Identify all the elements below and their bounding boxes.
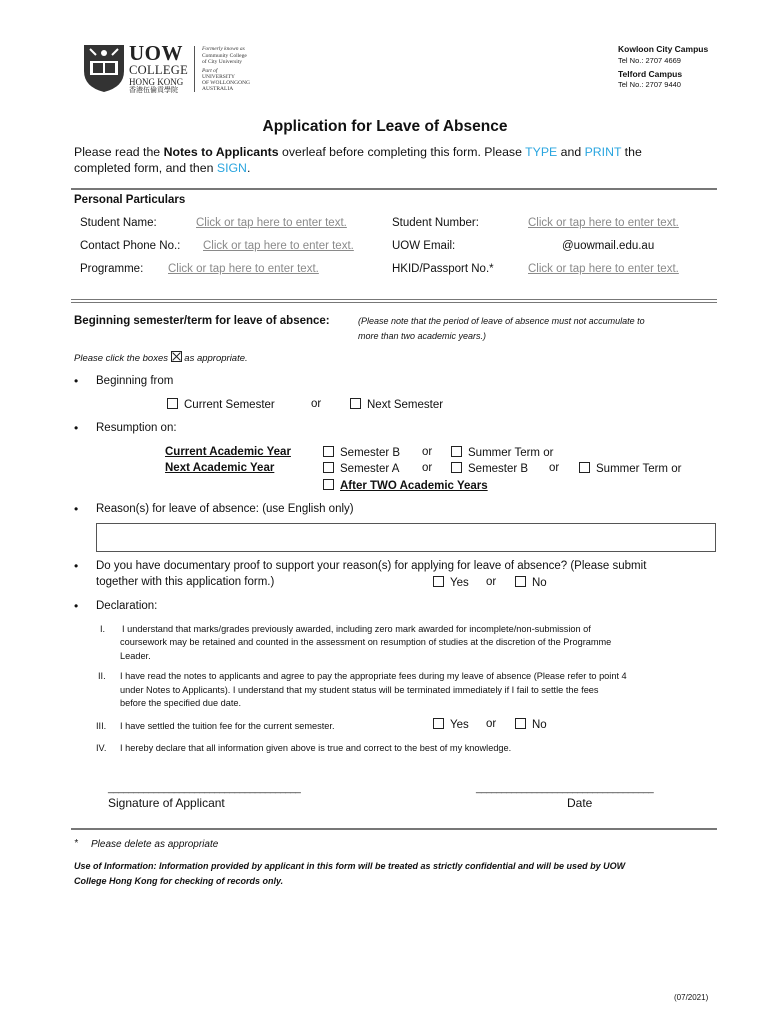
after-two-years-option[interactable] — [323, 479, 488, 492]
signature-label: Signature of Applicant — [108, 796, 225, 810]
logo-divider — [194, 46, 195, 92]
logo-chinese-name: 香港伍倫貢學院 — [129, 87, 178, 94]
bullet-icon: • — [74, 599, 79, 613]
intro-print: PRINT — [584, 145, 622, 159]
semester-note: (Please note that the period of leave of absence must not accumulate to — [358, 316, 645, 326]
campus-name: Kowloon City Campus — [618, 44, 709, 54]
resumption-label: Resumption on: — [96, 422, 177, 434]
intro-sign: SIGN — [216, 161, 247, 175]
next-academic-year-label: Next Academic Year — [165, 462, 275, 474]
declaration-text: I understand that marks/grades previously awarded, including zero mark awarded for incomplete/non-submission of — [122, 624, 591, 634]
or-text: or — [486, 718, 497, 730]
proof-question: together with this application form.) — [96, 576, 275, 588]
declaration-text: coursework may be retained and counted in the assessment on resumption of studies at the discretion of the Programme — [120, 637, 612, 647]
next-semester-b-option[interactable] — [451, 462, 528, 475]
logo-college: COLLEGE — [129, 63, 189, 77]
tuition-no-option[interactable] — [515, 718, 547, 731]
click-boxes-note — [74, 351, 248, 364]
declaration-text: Leader. — [120, 651, 151, 661]
bullet-icon: • — [74, 502, 79, 516]
part-of-name-3: AUSTRALIA — [202, 86, 234, 92]
declaration-text: I have settled the tuition fee for the current semester. — [120, 721, 335, 731]
section-divider — [71, 302, 717, 303]
checkbox-icon[interactable] — [515, 576, 526, 587]
current-academic-year-label: Current Academic Year — [165, 446, 291, 458]
date-line[interactable]: ___________________________________ — [476, 783, 654, 794]
part-of-name-1: UNIVERSITY — [202, 74, 235, 80]
email-field[interactable]: @uowmail.edu.au — [562, 240, 655, 252]
checkbox-icon[interactable] — [167, 398, 178, 409]
proof-no-option[interactable] — [515, 576, 547, 589]
asterisk-mark: * — [74, 838, 78, 849]
semester-note: more than two academic years.) — [358, 331, 487, 341]
section-divider — [71, 828, 717, 830]
next-summer-term-option[interactable] — [579, 462, 681, 475]
reason-input[interactable] — [96, 523, 716, 552]
checkbox-icon[interactable] — [451, 446, 462, 457]
intro-text: the completed form, and then — [74, 145, 642, 175]
declaration-text: before the specified due date. — [120, 698, 242, 708]
phone-field[interactable]: Click or tap here to enter text. — [203, 240, 354, 252]
declaration-number: III. — [96, 721, 107, 731]
checked-box-icon — [171, 351, 182, 362]
beginning-from-label: Beginning from — [96, 375, 174, 387]
bullet-icon: • — [74, 559, 79, 573]
click-note-text: as appropriate. — [184, 353, 248, 364]
use-of-information: College Hong Kong for checking of records only. — [74, 876, 284, 886]
proof-yes-option[interactable] — [433, 576, 469, 589]
part-of-label: Part of — [202, 68, 218, 74]
declaration-text: I have read the notes to applicants and agree to pay the appropriate fees during my leave of absence (Please refer to point 4 — [120, 671, 627, 681]
checkbox-icon[interactable] — [433, 718, 444, 729]
or-text: or — [311, 398, 322, 410]
form-intro — [74, 144, 694, 176]
delete-note: Please delete as appropriate — [91, 839, 219, 850]
checkbox-icon[interactable] — [515, 718, 526, 729]
passport-label: HKID/Passport No.* — [392, 263, 494, 275]
declaration-number: IV. — [96, 743, 107, 753]
checkbox-icon[interactable] — [579, 462, 590, 473]
checkbox-icon[interactable] — [433, 576, 444, 587]
campus-tel: Tel No.: 2707 9440 — [618, 80, 681, 89]
logo-hong-kong: HONG KONG — [129, 77, 184, 87]
use-of-information: Use of Information: Information provided by applicant in this form will be treated as strictly confidential and will be used by UOW — [74, 861, 626, 871]
option-label: No — [532, 577, 547, 589]
option-label: Summer Term or — [468, 447, 554, 459]
formerly-name-1: Community College — [202, 53, 247, 59]
option-label: Yes — [450, 719, 469, 731]
signature-line[interactable]: ______________________________________ — [108, 783, 301, 794]
personal-particulars-heading: Personal Particulars — [74, 194, 186, 206]
current-semester-option[interactable] — [167, 398, 275, 411]
intro-type: TYPE — [525, 145, 558, 159]
intro-text: and — [557, 145, 585, 159]
checkbox-icon[interactable] — [350, 398, 361, 409]
option-label: Next Semester — [367, 399, 444, 411]
student-name-label: Student Name: — [80, 217, 157, 229]
college-logo — [82, 43, 262, 97]
declaration-text: I hereby declare that all information given above is true and correct to the best of my knowledge. — [120, 743, 512, 753]
checkbox-icon[interactable] — [323, 462, 334, 473]
student-name-field[interactable]: Click or tap here to enter text. — [196, 217, 347, 229]
logo-uow: UOW — [129, 41, 183, 65]
reason-label: Reason(s) for leave of absence: (use English only) — [96, 503, 354, 515]
next-semester-a-option[interactable] — [323, 462, 399, 475]
declaration-text: under Notes to Applicants). I understand that my student status will be terminated immediately if I fail to settle the fees — [120, 685, 599, 695]
or-text: or — [422, 446, 433, 458]
section-divider — [71, 299, 717, 300]
campus-tel: Tel No.: 2707 4669 — [618, 56, 681, 65]
next-semester-option[interactable] — [350, 398, 443, 411]
declaration-number: II. — [98, 671, 106, 681]
programme-label: Programme: — [80, 263, 144, 275]
declaration-heading: Declaration: — [96, 600, 158, 612]
form-title: Application for Leave of Absence — [262, 118, 508, 135]
semester-heading: Beginning semester/term for leave of absence: — [74, 315, 330, 327]
bullet-icon: • — [74, 374, 79, 388]
option-label: Semester B — [468, 463, 529, 475]
email-label: UOW Email: — [392, 240, 456, 252]
phone-label: Contact Phone No.: — [80, 240, 181, 252]
option-label: Semester A — [340, 463, 400, 475]
section-divider — [71, 188, 717, 190]
tuition-yes-option[interactable] — [433, 718, 469, 731]
click-note-text: Please click the boxes — [74, 353, 168, 364]
intro-text: overleaf before completing this form. Please — [278, 145, 526, 159]
student-number-field[interactable]: Click or tap here to enter text. — [528, 217, 679, 229]
option-label: After TWO Academic Years — [340, 480, 488, 492]
bullet-icon: • — [74, 421, 79, 435]
checkbox-icon[interactable] — [323, 446, 334, 457]
crest-icon — [82, 43, 126, 93]
or-text: or — [486, 576, 497, 588]
formerly-label: Formerly known as — [202, 46, 245, 52]
student-number-label: Student Number: — [392, 217, 479, 229]
current-semester-b-option[interactable] — [323, 446, 400, 459]
or-text: or — [422, 462, 433, 474]
passport-field[interactable]: Click or tap here to enter text. — [528, 263, 679, 275]
option-label: No — [532, 719, 547, 731]
option-label: Current Semester — [184, 399, 275, 411]
programme-field[interactable]: Click or tap here to enter text. — [168, 263, 319, 275]
intro-text: . — [246, 161, 251, 175]
option-label: Semester B — [340, 447, 401, 459]
form-version: (07/2021) — [674, 993, 709, 1002]
option-label: Summer Term or — [596, 463, 682, 475]
campus-name: Telford Campus — [618, 69, 683, 79]
or-text: or — [549, 462, 560, 474]
intro-text: Please read the — [74, 145, 164, 159]
current-summer-term-option[interactable] — [451, 446, 553, 459]
part-of-name-2: OF WOLLONGONG — [202, 80, 251, 86]
date-label: Date — [567, 796, 593, 810]
proof-question: Do you have documentary proof to support your reason(s) for applying for leave of absence? (Please submit — [96, 560, 647, 572]
option-label: Yes — [450, 577, 469, 589]
intro-notes: Notes to Applicants — [163, 145, 279, 159]
checkbox-icon[interactable] — [451, 462, 462, 473]
formerly-name-2: of City University — [202, 59, 243, 65]
checkbox-icon[interactable] — [323, 479, 334, 490]
declaration-number: I. — [100, 624, 106, 634]
